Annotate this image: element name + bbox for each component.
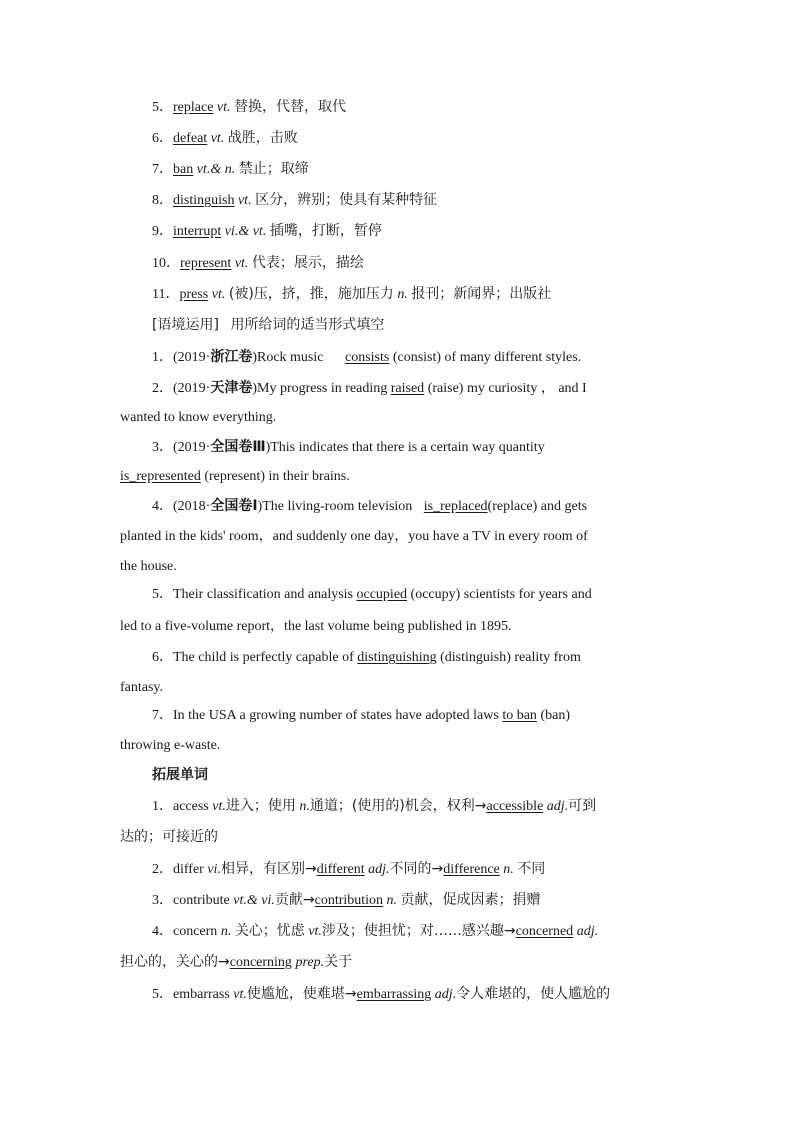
item-number: 5． — [152, 100, 173, 115]
expand-meaning: 贡献，促成因素；捐赠 — [400, 892, 541, 908]
exercise-prefix: 3．(2019· — [152, 440, 211, 455]
exercise-item — [152, 649, 581, 667]
part-of-speech: n. — [503, 862, 514, 877]
part-of-speech: vt. — [233, 987, 247, 1002]
answer-blank: embarrassing — [356, 987, 432, 1002]
expand-meaning: 关于 — [324, 954, 353, 970]
expand-continuation: 达的；可接近的 — [120, 829, 218, 845]
vocab-meaning: 替换，代替，取代 — [234, 99, 347, 115]
exercise-prefix: 1．(2019· — [152, 350, 211, 365]
part-of-speech: vt. — [234, 256, 249, 271]
exercise-text: (consist) of many different styles. — [392, 350, 582, 365]
exercise-text: 6．The child is perfectly capable of — [152, 650, 354, 665]
expand-meaning: 关心；忧虑 — [234, 923, 305, 939]
expand-meaning: 相异，有区别→ — [220, 861, 317, 877]
item-number: 6． — [152, 131, 173, 146]
exercise-continuation: wanted to know everything. — [120, 410, 277, 425]
part-of-speech: vt. — [237, 193, 252, 208]
answer-blank: concerning — [229, 955, 292, 970]
exercise-prefix: 4．(2018· — [152, 499, 211, 514]
part-of-speech: prep. — [295, 955, 325, 970]
item-number: 11． — [152, 287, 180, 302]
vocab-meaning: 插嘴，打断，暂停 — [269, 223, 382, 239]
expand-word: 1．access — [152, 799, 209, 814]
vocab-item — [152, 191, 437, 210]
vocab-item — [152, 129, 298, 148]
vocab-word: ban — [173, 162, 194, 177]
exercise-continuation: the house. — [120, 559, 177, 574]
exercise-continuation: throwing e-waste. — [120, 738, 221, 753]
expand-word: 3．contribute — [152, 893, 230, 908]
expand-meaning: 使尴尬，使难堪→ — [246, 986, 357, 1002]
expand-meaning: 可到 — [568, 798, 597, 814]
answer-blank: raised — [390, 381, 425, 396]
exercise-text: )The living-room television — [257, 499, 413, 514]
answer-blank: concerned — [515, 924, 574, 939]
answer-blank: accessible — [486, 799, 544, 814]
exercise-text: (occupy) scientists for years and — [410, 587, 592, 602]
section-heading — [152, 316, 384, 335]
exam-source: 全国卷Ⅲ — [210, 439, 266, 455]
answer-blank: difference — [443, 862, 500, 877]
vocab-meaning: 禁止；取缔 — [238, 161, 309, 177]
expand-continuation — [120, 953, 352, 972]
part-of-speech: vt. — [211, 287, 226, 302]
part-of-speech: vt.& n. — [196, 162, 236, 177]
part-of-speech: vt. — [212, 799, 226, 814]
expand-meaning: 不同 — [517, 861, 546, 877]
expand-meaning: 通道；(使用的)机会，权利→ — [309, 798, 487, 814]
answer-blank: occupied — [356, 587, 408, 602]
expand-word: 5．embarrass — [152, 987, 230, 1002]
exercise-item — [152, 497, 587, 516]
expand-item — [152, 985, 610, 1004]
exam-source: 天津卷 — [210, 380, 253, 396]
expand-meaning: 不同的→ — [389, 861, 444, 877]
answer-blank: contribution — [314, 893, 384, 908]
expand-meaning: 担心的，关心的→ — [120, 954, 230, 970]
part-of-speech: vt.& vi. — [233, 893, 275, 908]
part-of-speech: n. — [386, 893, 398, 908]
exercise-item — [152, 379, 587, 398]
answer-blank: to ban — [502, 708, 537, 723]
section-instruction: 用所给词的适当形式填空 — [230, 317, 385, 333]
vocab-item — [152, 160, 309, 179]
vocab-word: defeat — [173, 131, 208, 146]
vocab-item — [152, 98, 346, 117]
exercise-text: (replace) and gets — [487, 499, 588, 514]
section-tag: [语境运用] — [152, 317, 219, 333]
part-of-speech: vt. — [216, 100, 231, 115]
exercise-text: )My progress in reading — [252, 381, 388, 396]
answer-blank: consists — [344, 350, 390, 365]
expand-meaning: 涉及；使担忧；对……感兴趣→ — [321, 923, 516, 939]
part-of-speech: adj. — [368, 862, 390, 877]
exercise-prefix: 2．(2019· — [152, 381, 211, 396]
exercise-item — [152, 586, 592, 604]
part-of-speech: n. — [299, 799, 310, 814]
expand-word: 4．concern — [152, 924, 218, 939]
expand-item — [152, 860, 545, 879]
exercise-text: )This indicates that there is a certain way quantity — [265, 440, 545, 455]
part-of-speech: n. — [220, 924, 232, 939]
exercise-item — [152, 707, 570, 725]
part-of-speech: adj. — [576, 924, 599, 939]
exercise-continuation: led to a five-volume report，the last volume being published in 1895. — [120, 619, 512, 634]
vocab-item — [152, 222, 382, 241]
answer-blank: is_replaced — [423, 499, 488, 514]
exercise-text: (ban) — [540, 708, 570, 723]
exam-source: 浙江卷 — [210, 349, 253, 365]
exercise-item — [152, 348, 581, 367]
exercise-item — [152, 438, 545, 457]
expand-item — [152, 922, 598, 941]
expand-word: 2．differ — [152, 862, 204, 877]
vocab-meaning: 报刊；新闻界；出版社 — [411, 286, 552, 302]
item-number: 9． — [152, 224, 173, 239]
part-of-speech: adj. — [546, 799, 569, 814]
exercise-continuation — [120, 468, 350, 486]
vocab-word: interrupt — [173, 224, 222, 239]
exercise-text: (raise) my curiosity ， and I — [427, 381, 587, 396]
answer-blank: distinguishing — [357, 650, 437, 665]
vocab-item — [152, 254, 364, 273]
part-of-speech: vt. — [210, 131, 225, 146]
exercise-text: 7．In the USA a growing number of states have adopted laws — [152, 708, 499, 723]
part-of-speech: vi. — [207, 862, 221, 877]
expand-item — [152, 797, 596, 816]
expand-meaning: 进入；使用 — [225, 798, 296, 814]
vocab-meaning: 区分，辨别；使具有某种特征 — [255, 192, 438, 208]
answer-blank: is_represented — [120, 469, 201, 484]
part-of-speech: vi.& vt. — [224, 224, 267, 239]
exercise-text: 5．Their classification and analysis — [152, 587, 353, 602]
vocab-meaning: 战胜，击败 — [227, 130, 298, 146]
item-number: 8． — [152, 193, 173, 208]
exercise-text: (distinguish) reality from — [440, 650, 581, 665]
vocab-word: replace — [173, 100, 214, 115]
vocab-item — [152, 285, 551, 304]
vocab-word: distinguish — [173, 193, 235, 208]
vocab-word: represent — [180, 256, 232, 271]
exercise-text: )Rock music — [252, 350, 324, 365]
item-number: 7． — [152, 162, 173, 177]
part-of-speech: adj. — [434, 987, 457, 1002]
exercise-continuation: planted in the kids' room，and suddenly one day，you have a TV in every room of — [120, 529, 588, 544]
expand-meaning: 贡献→ — [274, 892, 315, 908]
expand-item — [152, 891, 541, 910]
answer-blank: different — [316, 862, 365, 877]
exercise-continuation: fantasy. — [120, 680, 164, 695]
vocab-meaning: 代表；展示，描绘 — [251, 255, 364, 271]
item-number: 10． — [152, 256, 180, 271]
section-title: 拓展单词 — [152, 767, 208, 783]
vocab-meaning: (被)压，挤，推，施加压力 — [228, 286, 394, 302]
vocab-word: press — [179, 287, 209, 302]
part-of-speech: n. — [397, 287, 408, 302]
exam-source: 全国卷Ⅰ — [210, 498, 258, 514]
exercise-text: (represent) in their brains. — [204, 469, 350, 484]
part-of-speech: vt. — [308, 924, 322, 939]
expand-meaning: 令人难堪的，使人尴尬的 — [456, 986, 611, 1002]
